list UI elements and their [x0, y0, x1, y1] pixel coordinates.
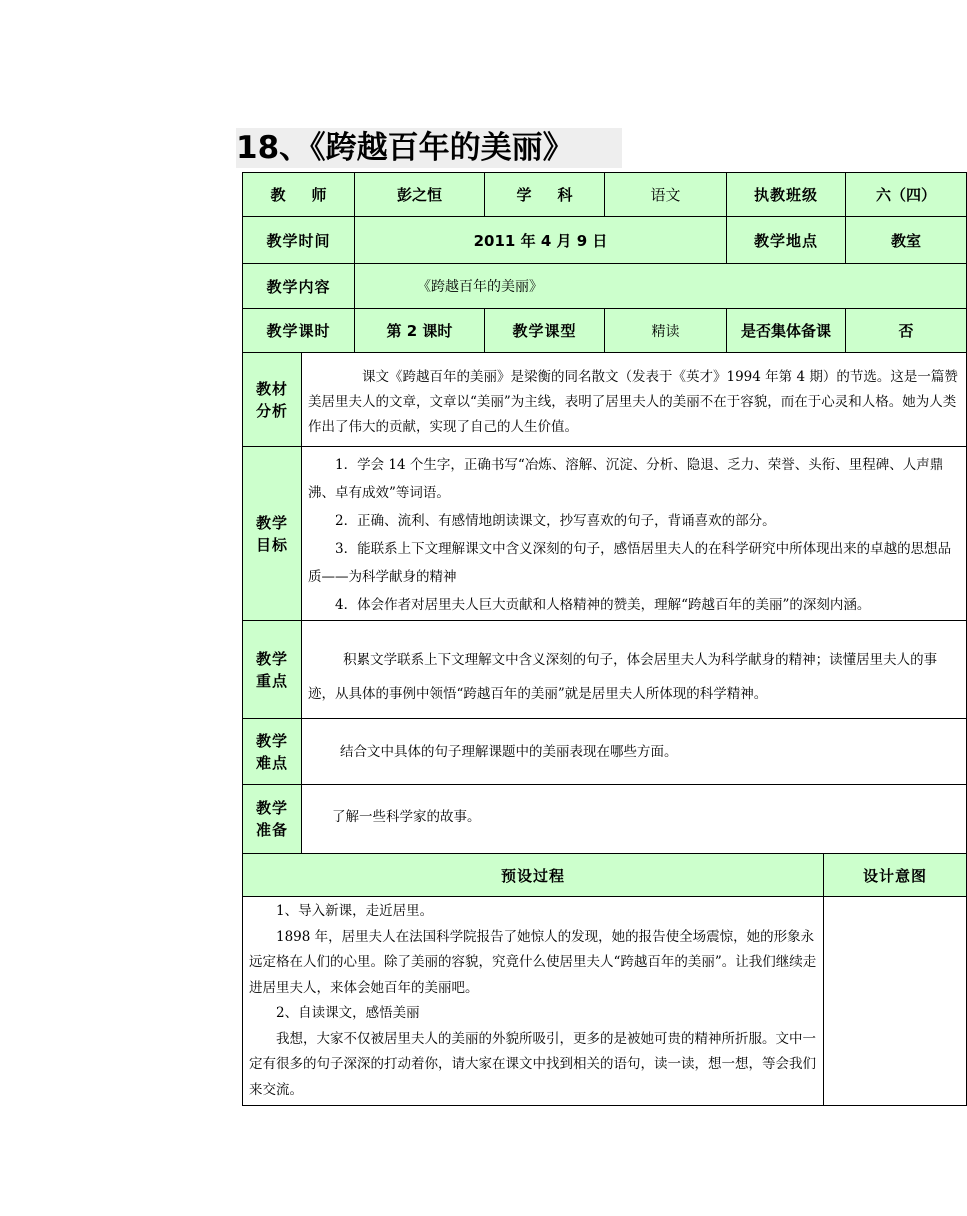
process-header: 预设过程 — [242, 853, 824, 897]
prep-label — [242, 784, 302, 854]
period-label: 教学课时 — [242, 308, 355, 353]
key-label — [242, 620, 302, 719]
teacher-label-text: 教师 — [270, 186, 353, 204]
subject-label-text: 学科 — [516, 186, 599, 204]
goals-label — [242, 446, 302, 621]
process-text — [242, 896, 824, 1106]
analysis-label-2: 分析 — [255, 401, 288, 420]
key-paragraph: 积累文学联系上下文理解文中含义深刻的句子，体会居里夫人为科学献身的精神；读懂居里夫人的事迹，从具体的事例中领悟“跨越百年的美丽”就是居里夫人所体现的科学精神。 — [308, 652, 938, 702]
collective-label: 是否集体备课 — [726, 308, 846, 353]
difficulty-label — [242, 718, 302, 785]
process-paragraph-3: 2、自读课文，感悟美丽 — [276, 1005, 420, 1021]
analysis-text — [301, 352, 967, 447]
process-paragraph-1: 1、导入新课，走近居里。 — [276, 903, 434, 919]
goal-item-3: 3．能联系上下文理解课文中含义深刻的句子，感悟居里夫人的在科学研究中所体现出来的卓越的思想品质——为科学献身的精神 — [308, 541, 952, 585]
period-value: 第 2 课时 — [354, 308, 485, 353]
class-label: 执教班级 — [726, 172, 846, 217]
class-value: 六（四） — [845, 172, 967, 217]
collective-value: 否 — [845, 308, 967, 353]
prep-label-1: 教学 — [255, 799, 288, 817]
analysis-label-1: 教材 — [255, 379, 288, 398]
goal-item-2: 2．正确、流利、有感情地朗读课文，抄写喜欢的句子，背诵喜欢的部分。 — [335, 513, 776, 529]
place-label: 教学地点 — [726, 216, 846, 264]
content-value: 《跨越百年的美丽》 — [354, 263, 967, 309]
goal-item-1: 1．学会 14 个生字，正确书写“冶炼、溶解、沉淀、分析、隐退、乏力、荣誉、头衔、里程碑、人声鼎沸、卓有成效”等词语。 — [308, 457, 944, 501]
process-paragraph-4: 我想，大家不仅被居里夫人的美丽的外貌所吸引，更多的是被她可贵的精神所折服。文中一定有很多的句子深深的打动着你，请大家在课文中找到相关的语句，读一读，想一想，等会我们来交流。 — [249, 1030, 816, 1098]
difficulty-text: 结合文中具体的句子理解课题中的美丽表现在哪些方面。 — [301, 718, 967, 785]
goals-text — [301, 446, 967, 621]
content-label: 教学内容 — [242, 263, 355, 309]
type-value: 精读 — [604, 308, 727, 353]
time-label: 教学时间 — [242, 216, 355, 264]
page-title: 18、《跨越百年的美丽》 — [236, 128, 622, 168]
teacher-value: 彭之恒 — [354, 172, 485, 217]
key-text — [301, 620, 967, 719]
analysis-paragraph: 课文《跨越百年的美丽》是梁衡的同名散文（发表于《英才》1994 年第 4 期）的节选。这是一篇赞美居里夫人的文章，文章以“美丽”为主线，表明了居里夫人的美丽不在于容貌，而在于心灵和人格。她为人类作出了伟大的贡献，实现了自己的人生价值。 — [308, 369, 958, 435]
intent-cell — [823, 896, 967, 1106]
goals-label-1: 教学 — [255, 513, 288, 532]
subject-label — [484, 172, 605, 217]
type-label: 教学课型 — [484, 308, 605, 353]
goal-item-4: 4．体会作者对居里夫人巨大贡献和人格精神的赞美，理解“跨越百年的美丽”的深刻内涵。 — [335, 597, 871, 613]
prep-label-2: 准备 — [255, 821, 288, 839]
time-value: 2011 年 4 月 9 日 — [354, 216, 727, 264]
intent-header: 设计意图 — [823, 853, 967, 897]
difficulty-label-1: 教学 — [255, 731, 288, 750]
teacher-label — [242, 172, 355, 217]
subject-value: 语文 — [604, 172, 727, 217]
key-label-2: 重点 — [255, 671, 288, 690]
goals-label-2: 目标 — [255, 535, 288, 554]
difficulty-label-2: 难点 — [255, 753, 288, 772]
process-paragraph-2: 1898 年，居里夫人在法国科学院报告了她惊人的发现，她的报告使全场震惊，她的形象永远定格在人们的心里。除了美丽的容貌，究竟什么使居里夫人“跨越百年的美丽”。让我们继续走进居里夫人，来体会她百年的美丽吧。 — [249, 928, 817, 996]
prep-text: 了解一些科学家的故事。 — [301, 784, 967, 854]
analysis-label — [242, 352, 302, 447]
key-label-1: 教学 — [255, 649, 288, 668]
place-value: 教室 — [845, 216, 967, 264]
